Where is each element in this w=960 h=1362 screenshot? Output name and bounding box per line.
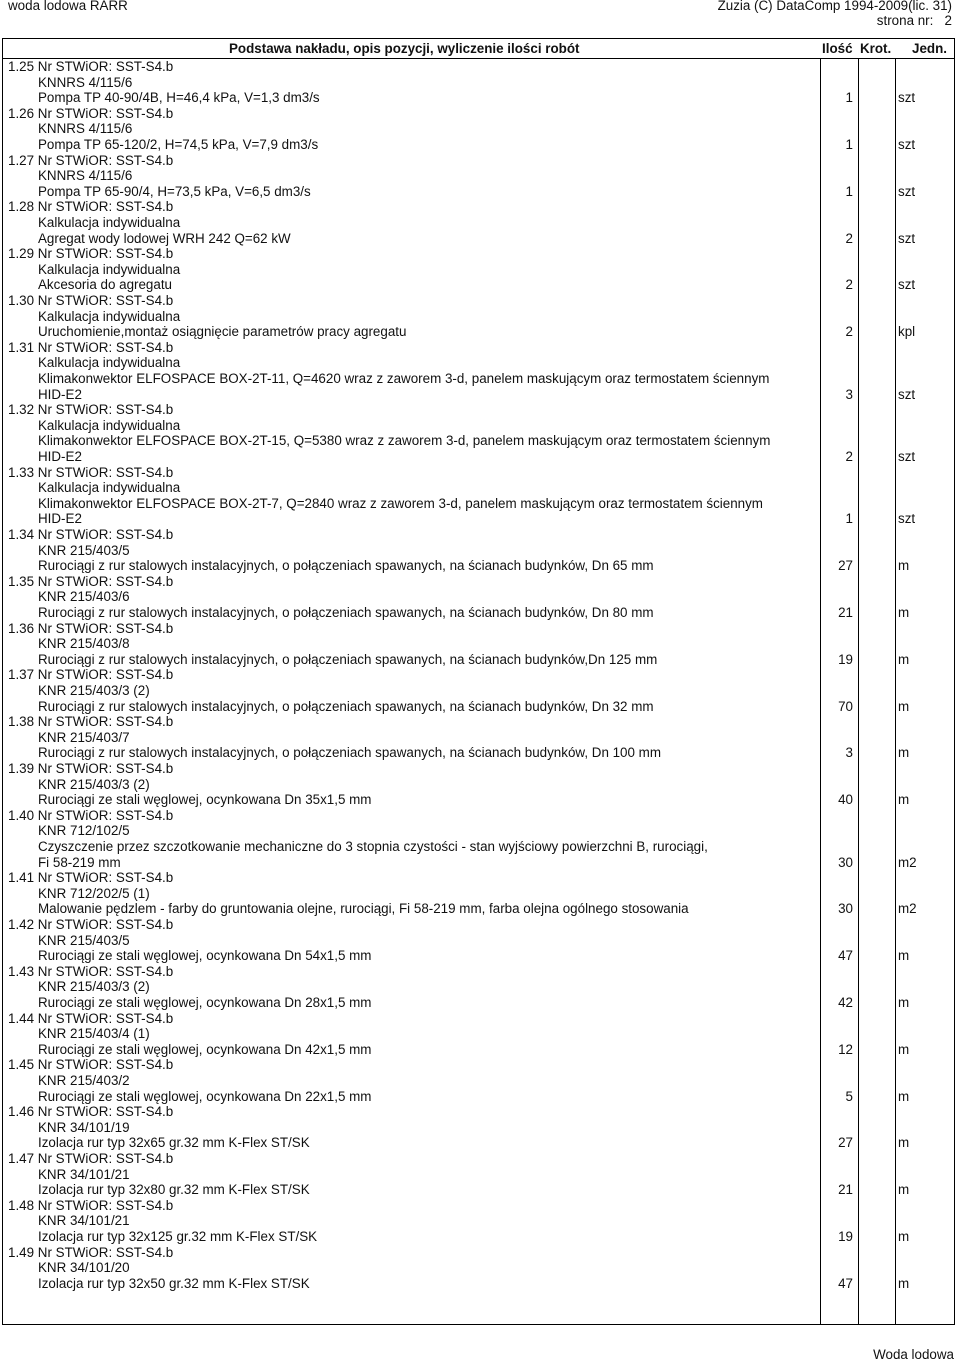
- item-number: 1.29 Nr STWiOR: SST-S4.b: [8, 246, 174, 262]
- table-row: [3, 621, 954, 668]
- table-row: [3, 714, 954, 761]
- item-basis: Kalkulacja indywidualna: [38, 417, 181, 433]
- page-number-value: 2: [944, 13, 952, 28]
- item-quantity: 30: [838, 854, 853, 870]
- item-number: 1.31 Nr STWiOR: SST-S4.b: [8, 339, 174, 355]
- document-header-left: woda lodowa RARR: [8, 0, 128, 13]
- column-header-unit: Jedn.: [912, 41, 947, 56]
- item-unit: m: [898, 1275, 910, 1291]
- item-basis: KNNRS 4/115/6: [38, 168, 133, 184]
- item-number: 1.28 Nr STWiOR: SST-S4.b: [8, 199, 174, 215]
- item-quantity: 47: [838, 948, 853, 964]
- item-basis: Kalkulacja indywidualna: [38, 355, 181, 371]
- page-number: [718, 13, 952, 28]
- item-basis: KNNRS 4/115/6: [38, 121, 133, 137]
- item-unit: szt: [898, 90, 916, 106]
- item-description: HID-E2: [38, 386, 82, 402]
- item-description: Izolacja rur typ 32x50 gr.32 mm K-Flex ST/SK: [38, 1275, 310, 1291]
- item-basis: KNR 215/403/5: [38, 932, 130, 948]
- item-basis: KNR 712/102/5: [38, 823, 130, 839]
- table-row: [3, 527, 954, 574]
- item-unit: szt: [898, 183, 916, 199]
- item-number: 1.44 Nr STWiOR: SST-S4.b: [8, 1010, 174, 1026]
- item-quantity: 3: [845, 745, 853, 761]
- item-unit: m: [898, 1088, 910, 1104]
- item-description: Rurociągi ze stali węglowej, ocynkowana Dn 28x1,5 mm: [38, 994, 372, 1010]
- item-description: Czyszczenie przez szczotkowanie mechaniczne do 3 stopnia czystości - stan wyjściowy powierzchni B, rurociągi,: [38, 838, 708, 854]
- item-number: 1.35 Nr STWiOR: SST-S4.b: [8, 573, 174, 589]
- item-number: 1.48 Nr STWiOR: SST-S4.b: [8, 1197, 174, 1213]
- item-description: Uruchomienie,montaż osiągnięcie parametrów pracy agregatu: [38, 324, 407, 340]
- item-number: 1.25 Nr STWiOR: SST-S4.b: [8, 59, 174, 74]
- table-row: [3, 761, 954, 808]
- item-basis: KNR 215/403/5: [38, 542, 130, 558]
- table-row: [3, 59, 954, 106]
- item-description: Malowanie pędzlem - farby do gruntowania olejne, rurociągi, Fi 58-219 mm, farba olejna ogólnego stosowania: [38, 901, 689, 917]
- table-row: [3, 402, 954, 464]
- item-description: Klimakonwektor ELFOSPACE BOX-2T-15, Q=5380 wraz z zaworem 3-d, panelem maskującym oraz termostatem ściennym: [38, 433, 771, 449]
- item-basis: KNR 215/403/3 (2): [38, 979, 150, 995]
- item-unit: m: [898, 604, 910, 620]
- item-basis: KNR 34/101/19: [38, 1119, 130, 1135]
- item-basis: Kalkulacja indywidualna: [38, 308, 181, 324]
- item-basis: KNR 215/403/7: [38, 729, 130, 745]
- item-unit: m: [898, 651, 910, 667]
- table-row: [3, 870, 954, 917]
- item-description: Klimakonwektor ELFOSPACE BOX-2T-7, Q=2840 wraz z zaworem 3-d, panelem maskującym oraz termostatem ściennym: [38, 495, 763, 511]
- item-description: HID-E2: [38, 511, 82, 527]
- item-description: Rurociągi z rur stalowych instalacyjnych, o połączeniach spawanych, na ścianach budynków, Dn 100 mm: [38, 745, 661, 761]
- item-quantity: 42: [838, 994, 853, 1010]
- item-quantity: 21: [838, 604, 853, 620]
- item-unit: m: [898, 558, 910, 574]
- table-row: [3, 465, 954, 527]
- cost-estimate-table: [2, 38, 955, 1325]
- item-quantity: 2: [845, 277, 853, 293]
- table-row: [3, 808, 954, 870]
- item-description: Rurociągi ze stali węglowej, ocynkowana Dn 35x1,5 mm: [38, 792, 372, 808]
- item-unit: m: [898, 1228, 910, 1244]
- table-row: [3, 917, 954, 964]
- table-row: [3, 1104, 954, 1151]
- item-description: Rurociągi z rur stalowych instalacyjnych, o połączeniach spawanych, na ścianach budynków, Dn 32 mm: [38, 698, 654, 714]
- item-quantity: 1: [845, 183, 853, 199]
- item-unit: kpl: [898, 324, 916, 340]
- item-basis: KNR 215/403/8: [38, 636, 130, 652]
- item-basis: KNR 215/403/6: [38, 589, 130, 605]
- item-unit: szt: [898, 448, 916, 464]
- item-quantity: 30: [838, 901, 853, 917]
- item-unit: m: [898, 1041, 910, 1057]
- item-description: Rurociągi ze stali węglowej, ocynkowana Dn 22x1,5 mm: [38, 1088, 372, 1104]
- item-number: 1.37 Nr STWiOR: SST-S4.b: [8, 667, 174, 683]
- item-number: 1.33 Nr STWiOR: SST-S4.b: [8, 464, 174, 480]
- item-quantity: 47: [838, 1275, 853, 1291]
- item-quantity: 70: [838, 698, 853, 714]
- document-header-right: [718, 0, 952, 28]
- item-basis: KNR 34/101/21: [38, 1166, 130, 1182]
- item-quantity: 1: [845, 511, 853, 527]
- item-basis: Kalkulacja indywidualna: [38, 480, 181, 496]
- item-description: Rurociągi ze stali węglowej, ocynkowana Dn 42x1,5 mm: [38, 1041, 372, 1057]
- table-row: [3, 246, 954, 293]
- item-number: 1.27 Nr STWiOR: SST-S4.b: [8, 152, 174, 168]
- item-quantity: 2: [845, 448, 853, 464]
- item-quantity: 1: [845, 136, 853, 152]
- page-label: strona nr:: [876, 13, 934, 28]
- item-quantity: 3: [845, 386, 853, 402]
- item-quantity: 2: [845, 230, 853, 246]
- item-description: Rurociągi ze stali węglowej, ocynkowana Dn 54x1,5 mm: [38, 948, 372, 964]
- item-number: 1.38 Nr STWiOR: SST-S4.b: [8, 714, 174, 730]
- item-number: 1.46 Nr STWiOR: SST-S4.b: [8, 1104, 174, 1120]
- item-number: 1.40 Nr STWiOR: SST-S4.b: [8, 807, 174, 823]
- item-number: 1.47 Nr STWiOR: SST-S4.b: [8, 1151, 174, 1166]
- item-number: 1.32 Nr STWiOR: SST-S4.b: [8, 402, 174, 418]
- item-number: 1.41 Nr STWiOR: SST-S4.b: [8, 870, 174, 886]
- item-description: Izolacja rur typ 32x65 gr.32 mm K-Flex ST/SK: [38, 1135, 310, 1151]
- software-credit: Zuzia (C) DataComp 1994-2009(lic. 31): [717, 0, 952, 13]
- item-unit: szt: [898, 230, 916, 246]
- item-unit: m: [898, 698, 910, 714]
- item-number: 1.26 Nr STWiOR: SST-S4.b: [8, 105, 174, 121]
- item-description: Izolacja rur typ 32x125 gr.32 mm K-Flex ST/SK: [38, 1228, 318, 1244]
- item-description: Pompa TP 65-90/4, H=73,5 kPa, V=6,5 dm3/s: [38, 183, 311, 199]
- item-quantity: 12: [838, 1041, 853, 1057]
- item-number: 1.34 Nr STWiOR: SST-S4.b: [8, 527, 174, 542]
- item-quantity: 5: [845, 1088, 853, 1104]
- item-description: Fi 58-219 mm: [38, 854, 121, 870]
- item-description: HID-E2: [38, 448, 82, 464]
- item-quantity: 1: [845, 90, 853, 106]
- item-quantity: 21: [838, 1182, 853, 1198]
- item-unit: m: [898, 1135, 910, 1151]
- item-quantity: 19: [838, 651, 853, 667]
- table-row: [3, 574, 954, 621]
- item-unit: szt: [898, 386, 916, 402]
- item-unit: m: [898, 1182, 910, 1198]
- item-quantity: 27: [838, 558, 853, 574]
- item-basis: KNR 215/403/2: [38, 1072, 130, 1088]
- item-number: 1.36 Nr STWiOR: SST-S4.b: [8, 620, 174, 636]
- item-description: Akcesoria do agregatu: [38, 277, 172, 293]
- item-basis: KNR 712/202/5 (1): [38, 885, 150, 901]
- item-quantity: 19: [838, 1228, 853, 1244]
- table-row: [3, 199, 954, 246]
- table-row: [3, 293, 954, 340]
- item-number: 1.49 Nr STWiOR: SST-S4.b: [8, 1244, 174, 1260]
- item-unit: m2: [898, 901, 917, 917]
- item-basis: KNR 215/403/3 (2): [38, 776, 150, 792]
- document-footer: Woda lodowa: [873, 1347, 954, 1362]
- table-header: [3, 39, 954, 59]
- item-number: 1.42 Nr STWiOR: SST-S4.b: [8, 917, 174, 932]
- item-description: Klimakonwektor ELFOSPACE BOX-2T-11, Q=4620 wraz z zaworem 3-d, panelem maskującym oraz termostatem ściennym: [38, 370, 770, 386]
- item-quantity: 2: [845, 324, 853, 340]
- item-number: 1.30 Nr STWiOR: SST-S4.b: [8, 293, 174, 308]
- item-description: Pompa TP 40-90/4B, H=46,4 kPa, V=1,3 dm3/s: [38, 90, 320, 106]
- item-description: Rurociągi z rur stalowych instalacyjnych, o połączeniach spawanych, na ścianach budynków,Dn 125 mm: [38, 651, 658, 667]
- table-row: [3, 1245, 954, 1292]
- item-unit: m: [898, 948, 910, 964]
- table-row: [3, 1151, 954, 1198]
- item-description: Izolacja rur typ 32x80 gr.32 mm K-Flex ST/SK: [38, 1182, 310, 1198]
- table-row: [3, 964, 954, 1011]
- item-unit: szt: [898, 511, 916, 527]
- table-row: [3, 1198, 954, 1245]
- item-description: Pompa TP 65-120/2, H=74,5 kPa, V=7,9 dm3/s: [38, 136, 319, 152]
- table-row: [3, 667, 954, 714]
- item-number: 1.45 Nr STWiOR: SST-S4.b: [8, 1057, 174, 1073]
- item-unit: m: [898, 994, 910, 1010]
- item-basis: KNR 215/403/4 (1): [38, 1026, 150, 1042]
- item-unit: szt: [898, 136, 916, 152]
- item-quantity: 40: [838, 792, 853, 808]
- table-row: [3, 340, 954, 402]
- item-basis: KNNRS 4/115/6: [38, 74, 133, 90]
- item-number: 1.43 Nr STWiOR: SST-S4.b: [8, 963, 174, 979]
- table-row: [3, 106, 954, 153]
- item-basis: KNR 215/403/3 (2): [38, 682, 150, 698]
- item-unit: szt: [898, 277, 916, 293]
- table-row: [3, 1057, 954, 1104]
- column-header-quantity: Ilość: [822, 41, 853, 56]
- item-description: Rurociągi z rur stalowych instalacyjnych, o połączeniach spawanych, na ścianach budynków, Dn 80 mm: [38, 604, 654, 620]
- item-unit: m2: [898, 854, 917, 870]
- column-header-multiplier: Krot.: [860, 41, 892, 56]
- item-basis: Kalkulacja indywidualna: [38, 261, 181, 277]
- item-basis: KNR 34/101/20: [38, 1260, 130, 1276]
- table-row: [3, 1011, 954, 1058]
- item-basis: KNR 34/101/21: [38, 1213, 130, 1229]
- item-basis: Kalkulacja indywidualna: [38, 214, 181, 230]
- item-unit: m: [898, 745, 910, 761]
- item-number: 1.39 Nr STWiOR: SST-S4.b: [8, 761, 174, 776]
- item-quantity: 27: [838, 1135, 853, 1151]
- table-row: [3, 153, 954, 200]
- item-unit: m: [898, 792, 910, 808]
- item-description: Rurociągi z rur stalowych instalacyjnych, o połączeniach spawanych, na ścianach budynków, Dn 65 mm: [38, 558, 654, 574]
- column-header-description: Podstawa nakładu, opis pozycji, wyliczenie ilości robót: [229, 41, 580, 56]
- item-description: Agregat wody lodowej WRH 242 Q=62 kW: [38, 230, 291, 246]
